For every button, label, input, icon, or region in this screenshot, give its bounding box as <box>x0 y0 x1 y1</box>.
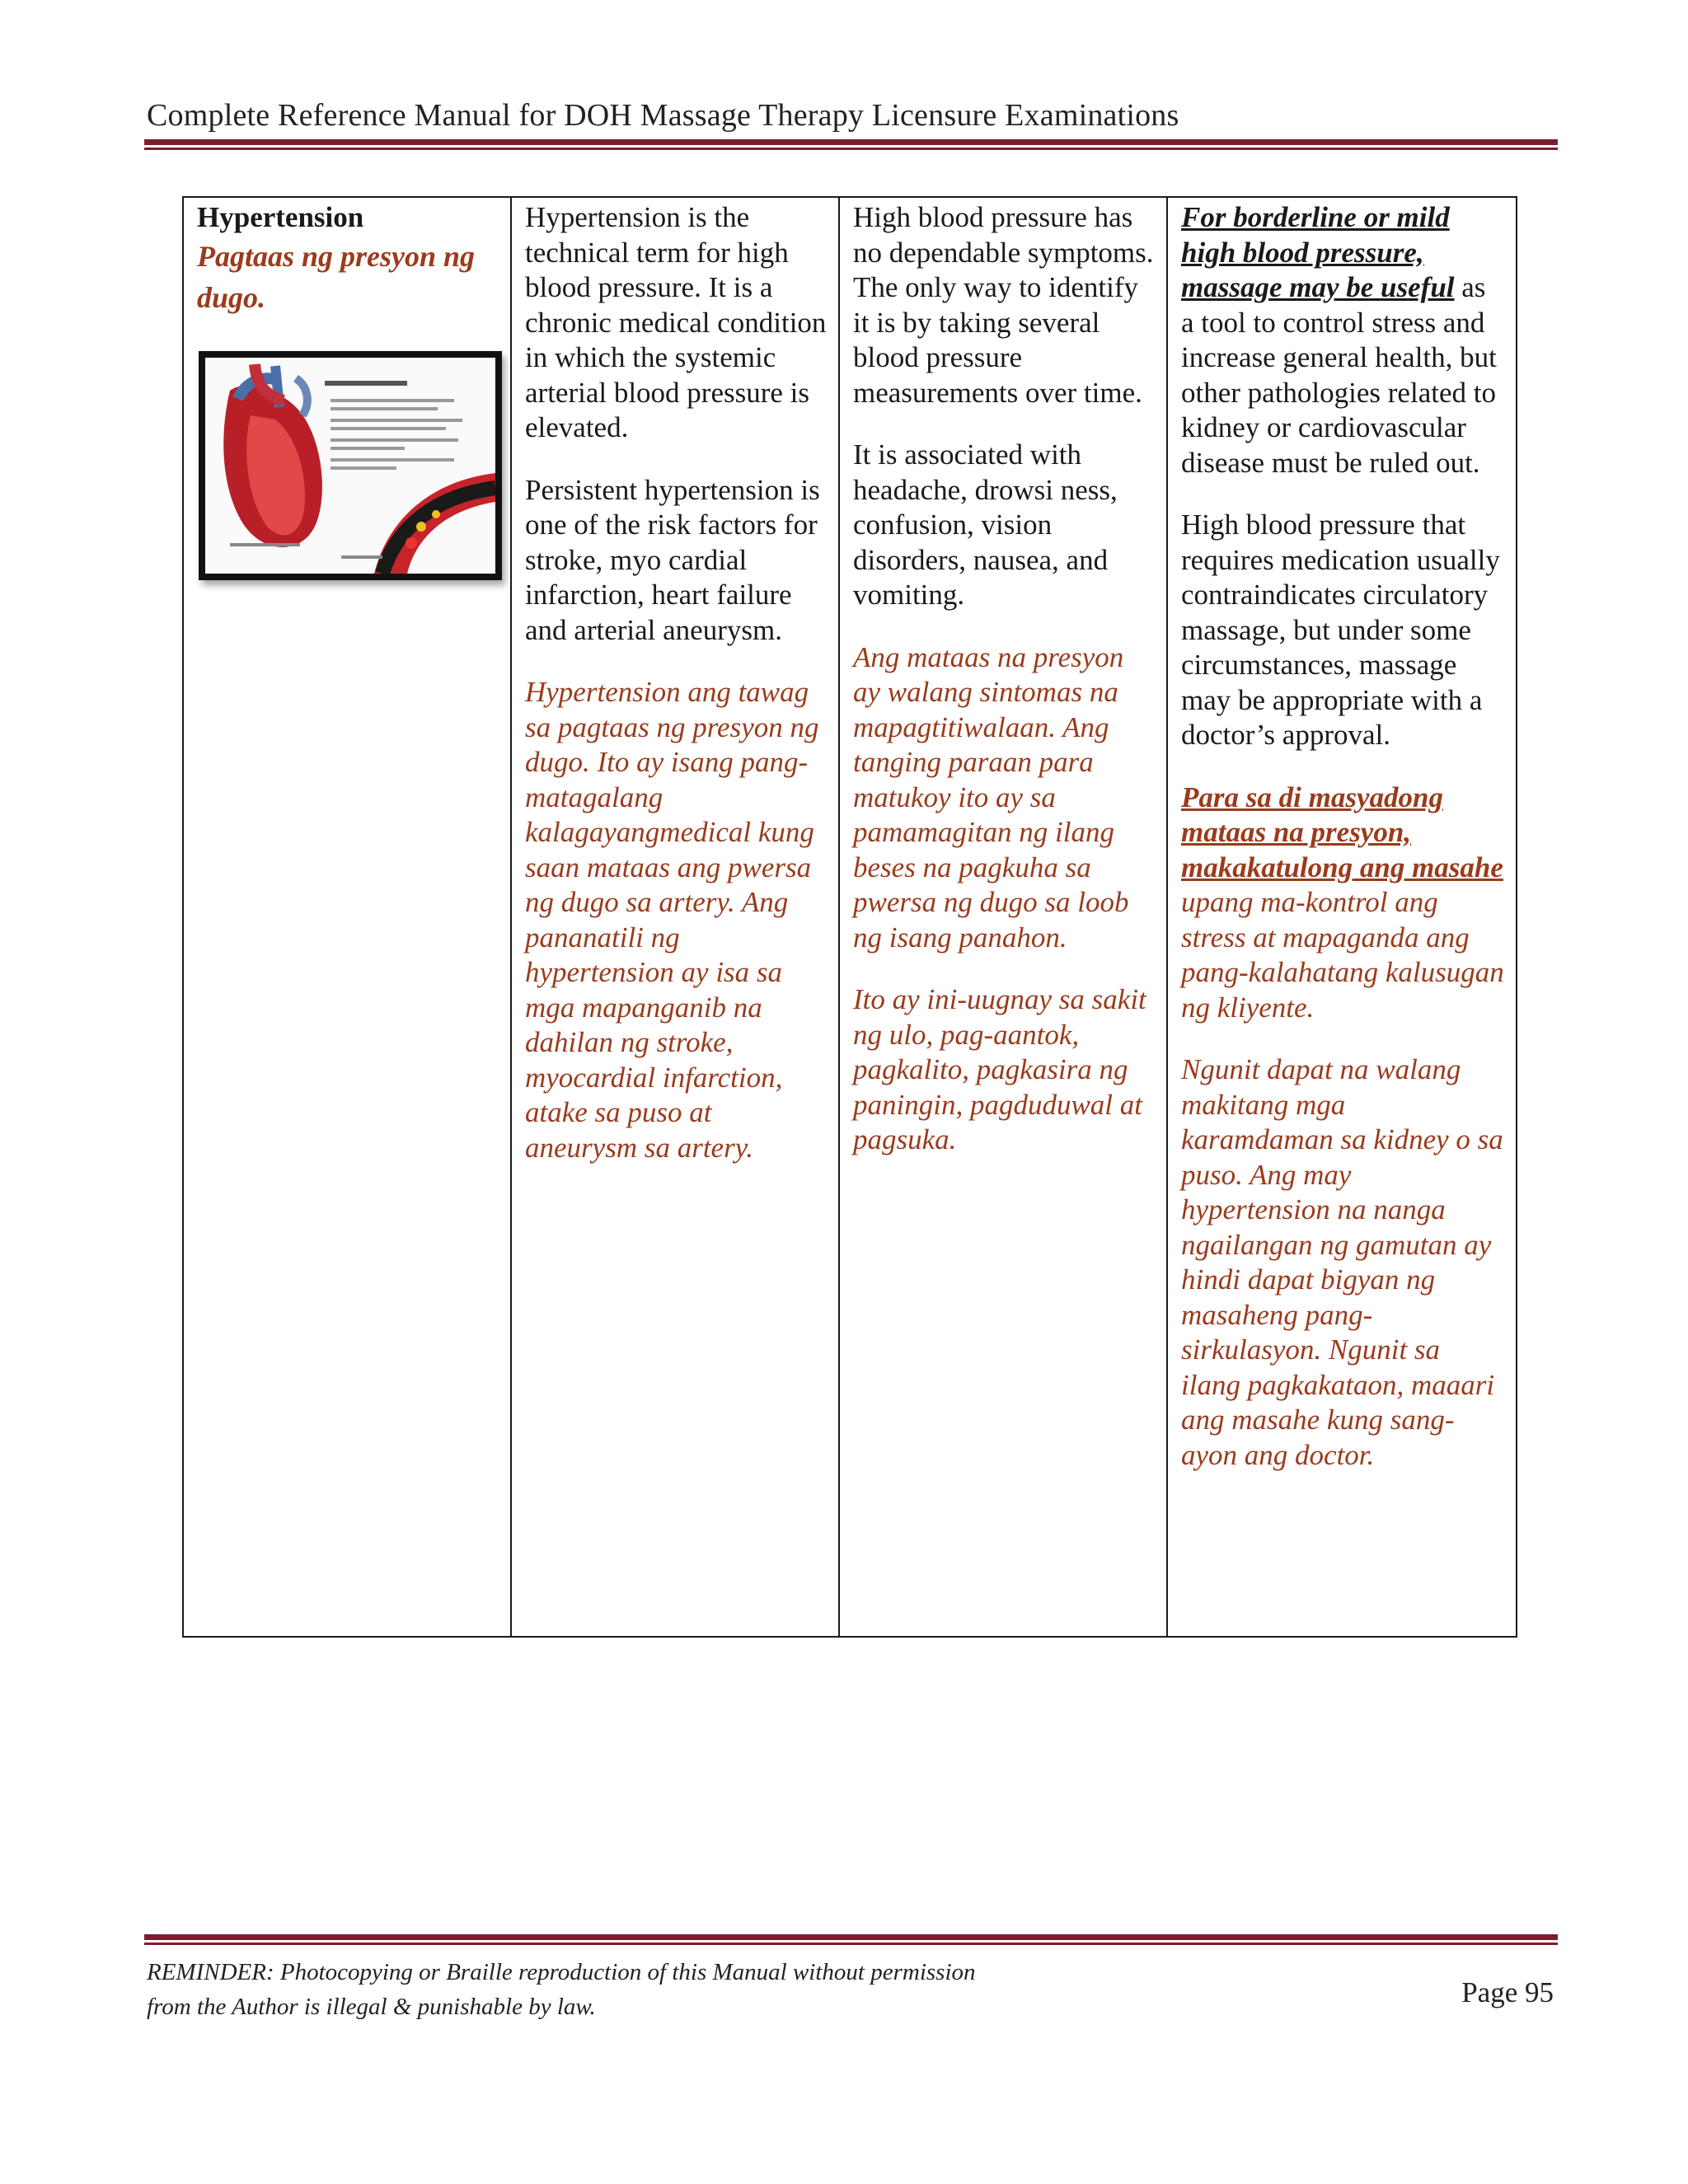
massage-paragraph-tagalog-1 <box>1181 780 1504 1026</box>
massage-cell <box>1168 198 1516 1636</box>
definition-paragraph-2: Persistent hypertension is one of the risk factors for stroke, myo cardial infarction, heart failure and arterial aneurysm. <box>525 473 820 646</box>
condition-name-tagalog: Pagtaas ng presyon ng dugo. <box>197 239 476 314</box>
symptoms-paragraph-1: High blood pressure has no dependable symptoms. The only way to identify it is by taking several blood pressure measurements over time. <box>853 201 1154 409</box>
massage-paragraph-tagalog-2: Ngunit dapat na walang makitang mga karamdaman sa kidney o sa puso. Ang may hypertension na nanga ngailangan ng gamutan ay hindi dapat bigyan ng masaheng pang-sirkulasyon. Ngunit sa ilang pagkakataon, maaari ang masahe kung sang-ayon ang doctor. <box>1181 1053 1503 1471</box>
massage-emphasis: For borderline or mild high blood pressure, massage may be useful <box>1181 201 1455 303</box>
footer-reminder-line-1: REMINDER: Photocopying or Braille reproduction of this Manual without permission <box>147 1959 976 1985</box>
symptoms-paragraph-tagalog-1: Ang mataas na presyon ay walang sintomas na mapagtitiwalaan. Ang tanging paraan para matukoy ito ay sa pamamagitan ng ilang beses na pagkuha sa pwersa ng dugo sa loob ng isang panahon. <box>853 640 1129 954</box>
massage-paragraph-1-rest: as a tool to control stress and increase general health, but other pathologies related to kidney or cardiovascular disease must be ruled out. <box>1181 271 1497 479</box>
massage-paragraph-2: High blood pressure that requires medication usually contraindicates circulatory massage, but under some circumstances, massage may be appropriate with a doctor’s approval. <box>1181 509 1500 751</box>
condition-table <box>182 196 1517 1638</box>
symptoms-paragraph-tagalog-2: Ito ay ini-uugnay sa sakit ng ulo, pag-aantok, pagkalito, pagkasira ng paningin, pagduduwal at pagsuka. <box>853 983 1146 1155</box>
definition-paragraph-1: Hypertension is the technical term for high blood pressure. It is a chronic medical condition in which the systemic arterial blood pressure is elevated. <box>525 201 827 443</box>
footer-rule <box>144 1934 1558 1945</box>
condition-name: Hypertension <box>197 201 364 233</box>
symptoms-paragraph-2: It is associated with headache, drowsi ness, confusion, vision disorders, nausea, and vomiting. <box>853 438 1118 611</box>
massage-emphasis-tagalog: Para sa di masyadong mataas na presyon, makakatulong ang masahe <box>1181 780 1503 883</box>
footer-reminder <box>147 1955 1136 2024</box>
page-header-title: Complete Reference Manual for DOH Massage Therapy Licensure Examinations <box>147 98 1179 133</box>
massage-paragraph-1 <box>1181 200 1504 480</box>
massage-paragraph-tagalog-1-rest: upang ma-kontrol ang stress at mapaganda ang pang-kalahatang kalusugan ng kliyente. <box>1181 886 1504 1024</box>
definition-cell <box>512 198 840 1636</box>
definition-paragraph-tagalog: Hypertension ang tawag sa pagtaas ng presyon ng dugo. Ito ay isang pang-matagalang kalagayangmedical kung saan mataas ang pwersa ng dugo sa artery. Ang pananatili ng hypertension ay isa sa mga mapanganib na dahilan ng stroke, myocardial infarction, atake sa puso at aneurysm sa artery. <box>525 676 819 1164</box>
page-number: Page 95 <box>1461 1976 1554 2008</box>
condition-name-cell <box>184 198 512 1636</box>
symptoms-cell <box>840 198 1168 1636</box>
heart-illustration <box>199 351 502 580</box>
header-rule <box>144 139 1558 150</box>
heart-artery-drawing <box>205 358 495 574</box>
footer-reminder-line-2: from the Author is illegal & punishable by law. <box>147 1994 596 2020</box>
